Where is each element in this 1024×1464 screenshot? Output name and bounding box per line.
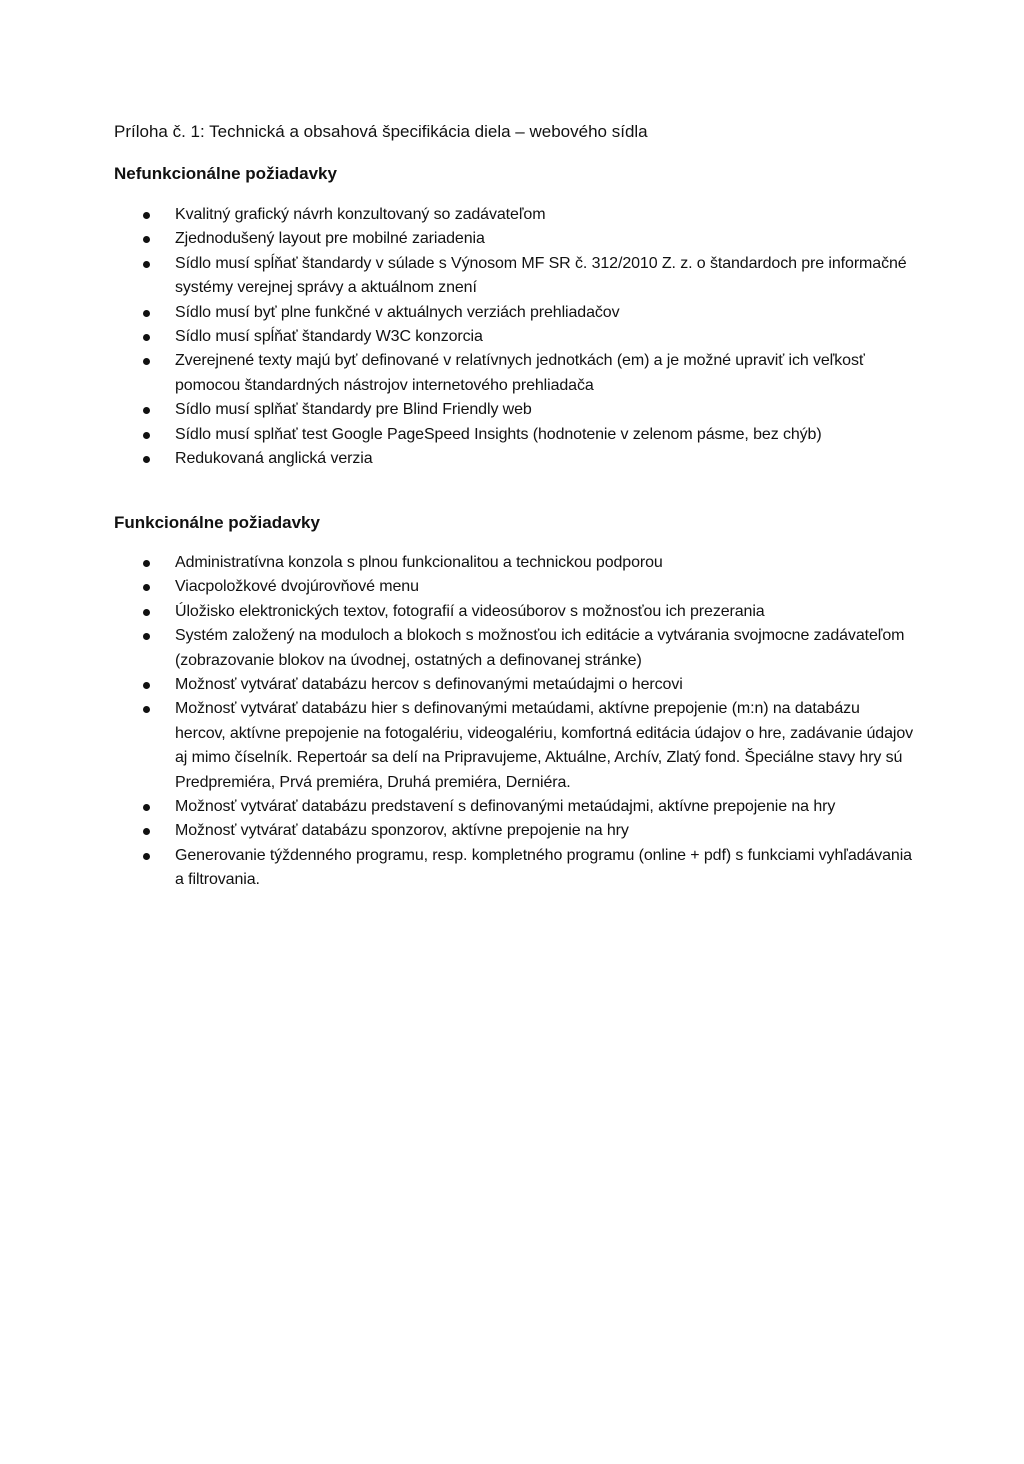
list-item bbox=[114, 423, 914, 447]
list-item bbox=[114, 600, 914, 624]
list-item-text: Generovanie týždenného programu, resp. kompletného programu (online + pdf) s funkciami vyhľadávania a filtrovania. bbox=[175, 846, 912, 889]
list-item bbox=[114, 697, 914, 795]
list-item-text: Možnosť vytvárať databázu sponzorov, aktívne prepojenie na hry bbox=[175, 822, 629, 840]
list-item bbox=[114, 227, 914, 251]
bullet-icon bbox=[143, 633, 150, 640]
list-item bbox=[114, 349, 914, 398]
list-item bbox=[114, 325, 914, 349]
list-item-text: Zverejnené texty majú byť definované v relatívnych jednotkách (em) a je možné upraviť ich veľkosť pomocou štandardných nástrojov internetového prehliadača bbox=[175, 352, 865, 394]
list-item bbox=[114, 301, 914, 325]
list-item bbox=[114, 624, 914, 673]
list-item-text: Viacpoložkové dvojúrovňové menu bbox=[175, 578, 419, 596]
bullet-icon bbox=[143, 609, 150, 616]
list-item-text: Sídlo musí spĺňať štandardy W3C konzorcia bbox=[175, 328, 483, 346]
bullet-icon bbox=[143, 334, 150, 341]
list-item bbox=[114, 447, 914, 471]
bullet-icon bbox=[143, 407, 150, 414]
list-item-text: Sídlo musí spĺňať štandardy v súlade s Výnosom MF SR č. 312/2010 Z. z. o štandardoch pre informačné systémy verejnej správy a aktuálnom znení bbox=[175, 254, 907, 297]
bullet-icon bbox=[143, 828, 150, 835]
bullet-icon bbox=[143, 261, 150, 268]
list-item-text: Systém založený na moduloch a blokoch s možnosťou ich editácie a vytvárania svojmocne zadávateľom (zobrazovanie blokov na úvodnej, ostatných a definovanej stránke) bbox=[175, 627, 905, 669]
bullet-icon bbox=[143, 358, 150, 365]
list-item-text: Redukovaná anglická verzia bbox=[175, 450, 373, 468]
list-item bbox=[114, 203, 914, 227]
list-item bbox=[114, 252, 914, 301]
bullet-icon bbox=[143, 706, 150, 713]
bullet-icon bbox=[143, 456, 150, 463]
bullet-icon bbox=[143, 682, 150, 689]
functional-list bbox=[114, 551, 914, 893]
list-item-text: Sídlo musí splňať štandardy pre Blind Friendly web bbox=[175, 401, 532, 419]
list-item bbox=[114, 551, 914, 575]
list-item bbox=[114, 673, 914, 697]
nonfunctional-list bbox=[114, 203, 914, 471]
bullet-icon bbox=[143, 310, 150, 317]
list-item-text: Sídlo musí byť plne funkčné v aktuálnych verziách prehliadačov bbox=[175, 303, 620, 321]
list-item-text: Zjednodušený layout pre mobilné zariadenia bbox=[175, 230, 485, 248]
bullet-icon bbox=[143, 584, 150, 591]
bullet-icon bbox=[143, 560, 150, 567]
list-item bbox=[114, 844, 914, 893]
bullet-icon bbox=[143, 212, 150, 219]
functional-heading: Funkcionálne požiadavky bbox=[114, 513, 320, 532]
bullet-icon bbox=[143, 853, 150, 860]
list-item-text: Možnosť vytvárať databázu hercov s definovanými metaúdajmi o hercovi bbox=[175, 676, 683, 694]
list-item-text: Kvalitný grafický návrh konzultovaný so zadávateľom bbox=[175, 206, 546, 223]
bullet-icon bbox=[143, 432, 150, 439]
bullet-icon bbox=[143, 804, 150, 811]
list-item-text: Sídlo musí splňať test Google PageSpeed Insights (hodnotenie v zelenom pásme, bez chýb) bbox=[175, 425, 822, 443]
nonfunctional-heading: Nefunkcionálne požiadavky bbox=[114, 164, 337, 183]
list-item bbox=[114, 819, 914, 843]
list-item bbox=[114, 795, 914, 819]
list-item-text: Možnosť vytvárať databázu hier s definovanými metaúdami, aktívne prepojenie (m:n) na databázu hercov, aktívne prepojenie na fotogalériu, videogalériu, komfortná editácia údajov o hre, zadávanie údajov aj mimo číselník. Repertoár sa delí na Pripravujeme, Aktuálne, Archív, Zlatý fond. Špeciálne stavy hry sú Predpremiéra, Prvá premiéra, Druhá premiéra, Derniéra. bbox=[175, 700, 914, 791]
document-title: Príloha č. 1: Technická a obsahová špecifikácia diela – webového sídla bbox=[114, 122, 648, 141]
bullet-icon bbox=[143, 236, 150, 243]
list-item bbox=[114, 575, 914, 599]
list-item-text: Administratívna konzola s plnou funkcionalitou a technickou podporou bbox=[175, 554, 663, 571]
list-item-text: Možnosť vytvárať databázu predstavení s definovanými metaúdajmi, aktívne prepojenie na hry bbox=[175, 798, 836, 816]
list-item bbox=[114, 398, 914, 422]
list-item-text: Úložisko elektronických textov, fotografií a videosúborov s možnosťou ich prezerania bbox=[175, 602, 765, 620]
